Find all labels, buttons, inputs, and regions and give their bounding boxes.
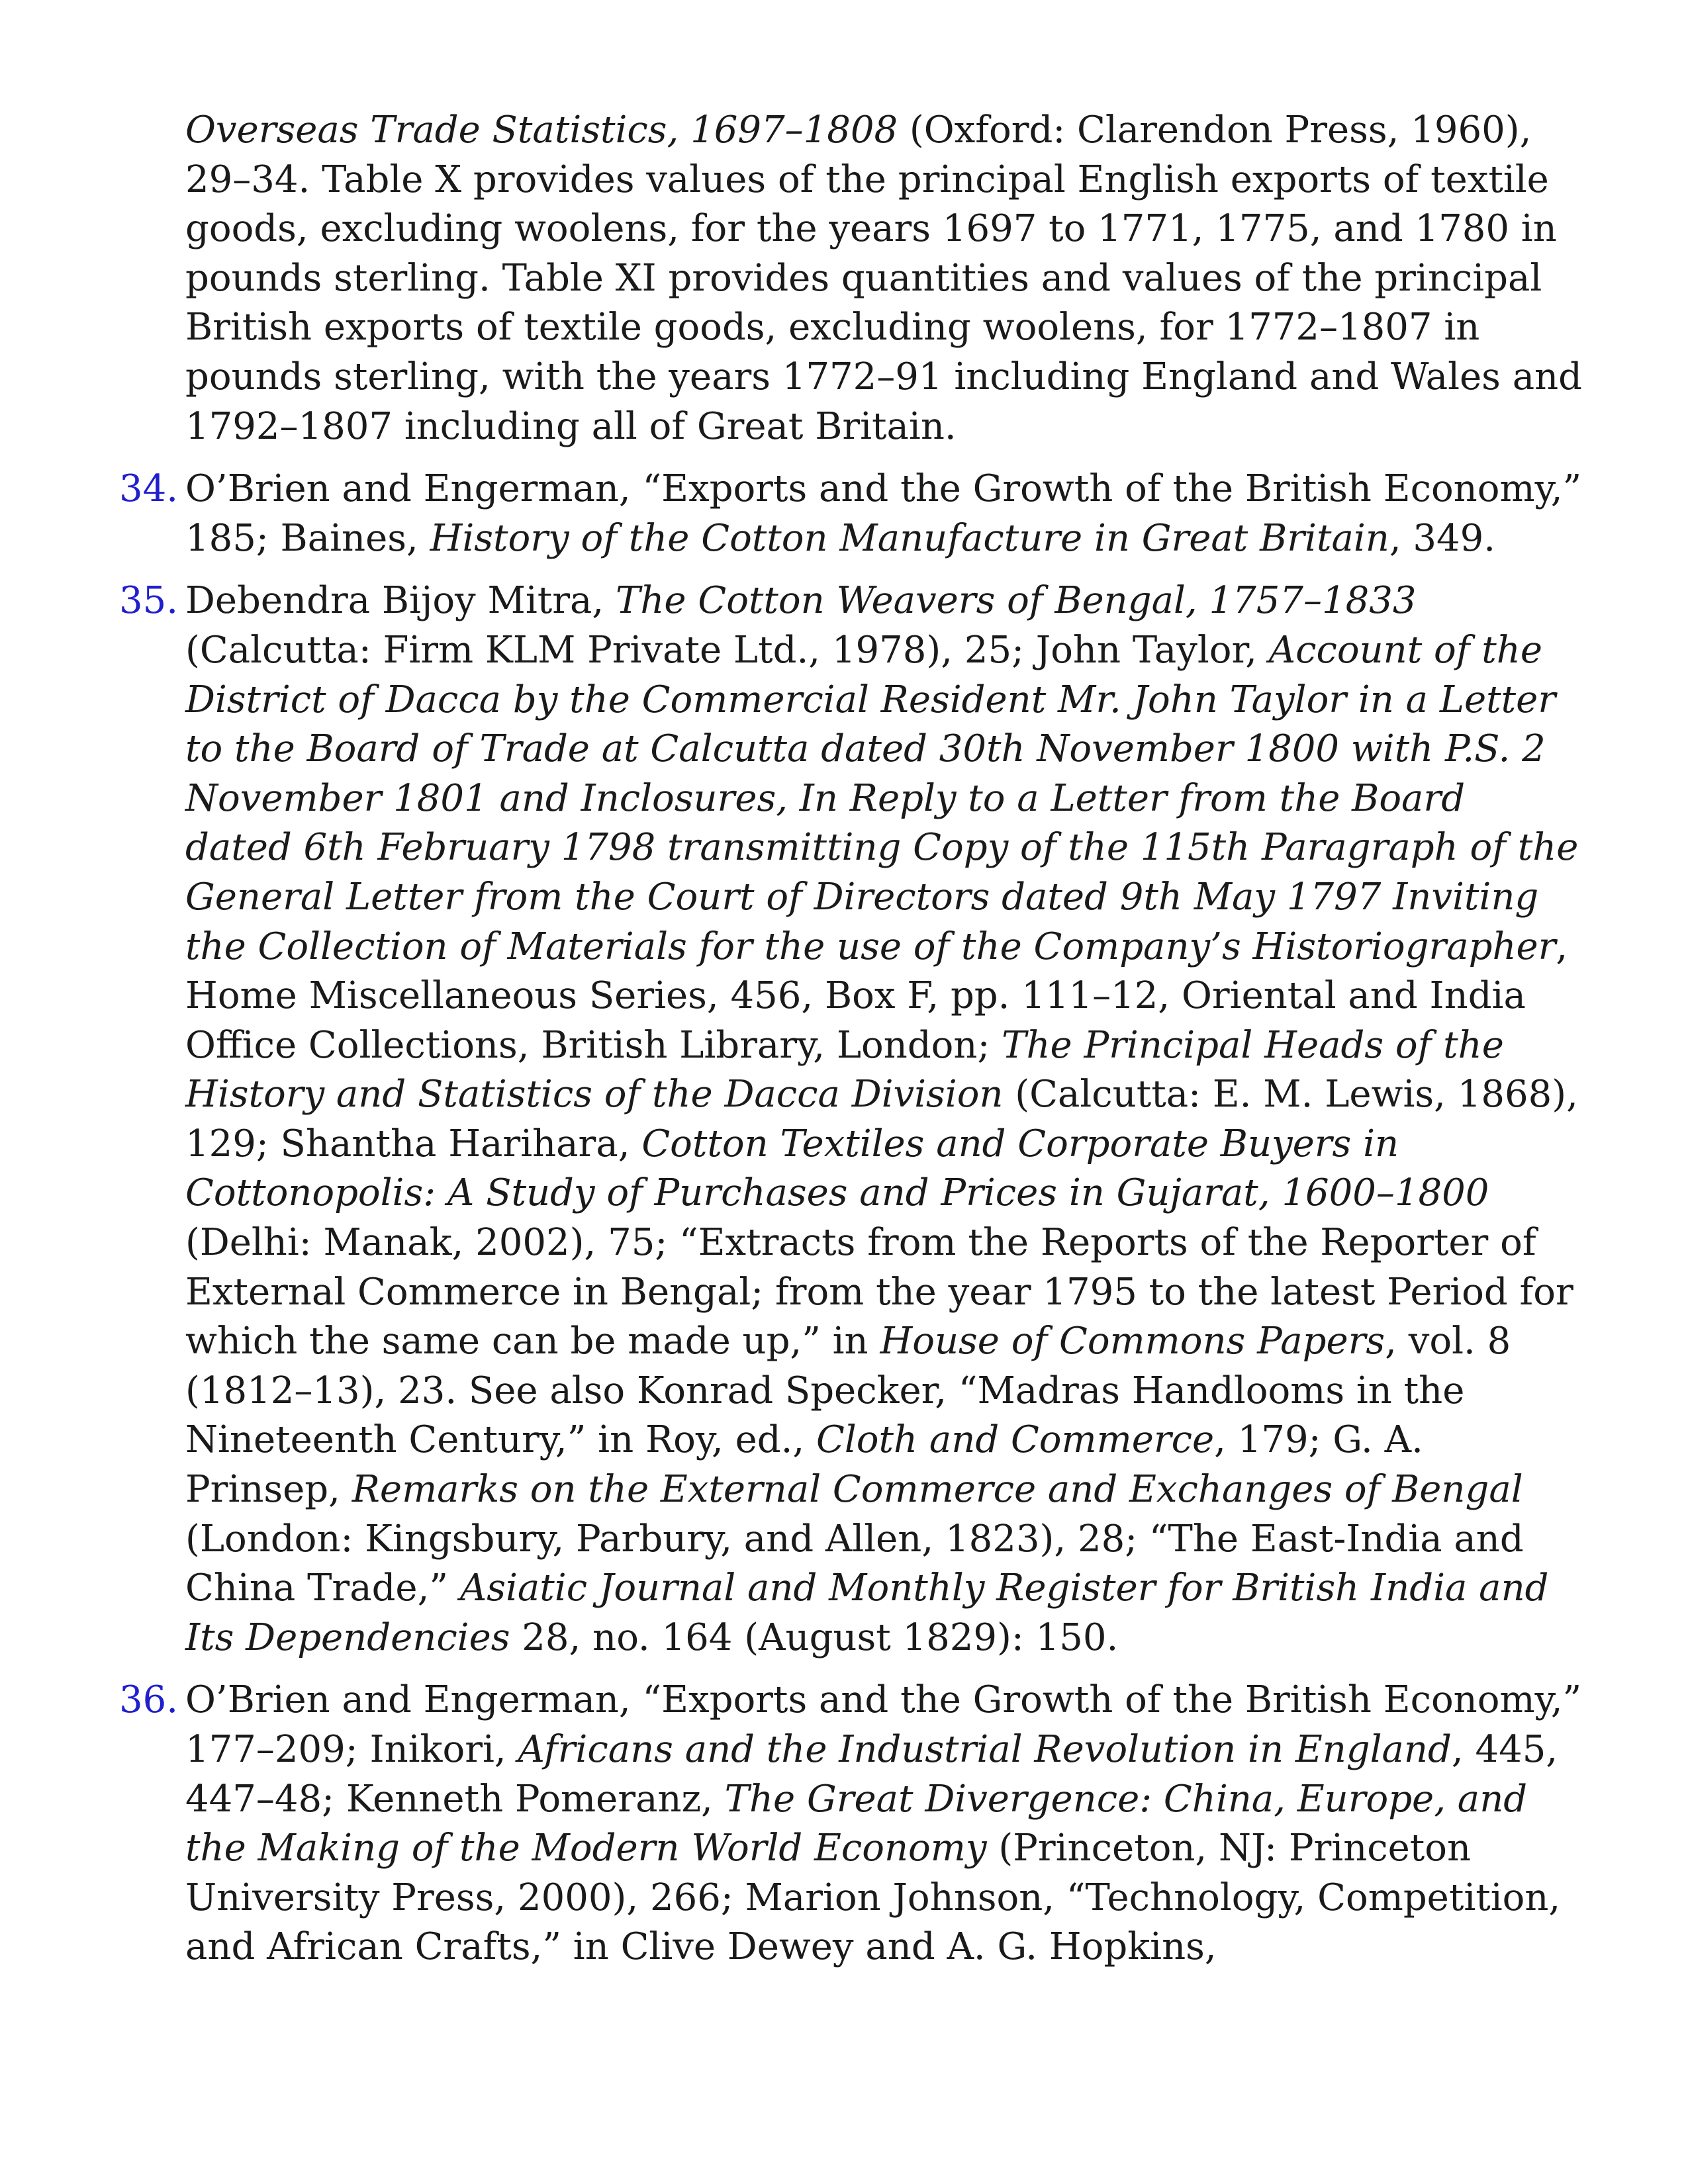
note-segment-italic: Cotton Textiles and Corporate Buyers in Cottonopolis: A Study of Purchases and Prices in Gujarat, 1600–1800 bbox=[185, 1122, 1489, 1215]
note-segment-italic: Asiatic Journal and Monthly Register for British India and Its Dependencies bbox=[185, 1567, 1549, 1659]
note-segment: (London: Kingsbury, Parbury, and Allen, 1823), 28; “The East-India and China Trade,” bbox=[185, 1517, 1524, 1610]
note-text bbox=[185, 467, 1581, 560]
note-text bbox=[185, 579, 1578, 1659]
note-segment: (Delhi: Manak, 2002), 75; “Extracts from the Reports of the Reporter of External Commerce in Bengal; from the year 1795 to the latest Period for which the same can be made up,” in bbox=[185, 1221, 1573, 1363]
note-segment-italic: Africans and the Industrial Revolution in England bbox=[518, 1728, 1452, 1771]
note-segment: Debendra Bijoy Mitra, bbox=[185, 579, 616, 623]
note-number-link[interactable]: 35. bbox=[119, 579, 179, 623]
note-number-link[interactable]: 36. bbox=[119, 1678, 179, 1722]
note-text bbox=[185, 1678, 1581, 1968]
note-segment-italic: The Principal Heads of the History and Statistics of the Dacca Division bbox=[185, 1023, 1504, 1116]
endnote-34 bbox=[119, 465, 1582, 563]
note-segment-italic: Cloth and Commerce bbox=[816, 1418, 1215, 1462]
note-segment-italic: The Cotton Weavers of Bengal, 1757–1833 bbox=[616, 579, 1417, 623]
note-segment-italic: History of the Cotton Manufacture in Great Britain bbox=[430, 516, 1389, 560]
endnotes-list bbox=[119, 106, 1582, 1985]
note-segment-italic: Account of the District of Dacca by the Commercial Resident Mr. John Taylor in a Letter to the Board of Trade at Calcutta dated 30th November 1800 with P.S. 2 November 1801 and Inclosures, In Reply to a Letter from the Board dated 6th February 1798 transmitting Copy of the 115th Paragraph of the General Letter from the Court of Directors dated 9th May 1797 Inviting the Collection of Materials for the use of the Company’s Historiographer bbox=[185, 628, 1579, 968]
note-segment: (Calcutta: Firm KLM Private Ltd., 1978), 25; John Taylor, bbox=[185, 628, 1269, 672]
note-segment-italic: House of Commons Papers bbox=[880, 1320, 1385, 1363]
note-segment: , vol. 8 (1812–13), 23. See also Konrad Specker, “Madras Handlooms in the Nineteenth Century,” in Roy, ed., bbox=[185, 1320, 1511, 1462]
note-segment: (Calcutta: E. M. Lewis, 1868), 129; Shantha Harihara, bbox=[185, 1073, 1578, 1165]
note-segment: , 349. bbox=[1389, 516, 1496, 560]
note-segment: (Princeton, NJ: Princeton University Press, 2000), 266; Marion Johnson, “Technology, Competition, and African Crafts,” in Clive Dewey and A. G. Hopkins, bbox=[185, 1827, 1561, 1969]
note-segment: , 179; G. A. Prinsep, bbox=[185, 1418, 1423, 1512]
note-segment: O’Brien and Engerman, “Exports and the Growth of the British Economy,” 177–209; Inikori, bbox=[185, 1678, 1582, 1771]
note-segment-italic: Remarks on the External Commerce and Exchanges of Bengal bbox=[352, 1468, 1523, 1512]
note-segment: , 445, 447–48; Kenneth Pomeranz, bbox=[185, 1728, 1558, 1821]
endnote-36 bbox=[119, 1676, 1582, 1972]
note-number-link[interactable]: 34. bbox=[119, 467, 179, 511]
note-segment-italic: Overseas Trade Statistics, 1697–1808 bbox=[185, 109, 898, 152]
note-segment: 28, no. 164 (August 1829): 150. bbox=[510, 1615, 1119, 1659]
endnote-35 bbox=[119, 576, 1582, 1662]
note-continuation bbox=[119, 106, 1582, 451]
note-segment-italic: The Great Divergence: China, Europe, and the Making of the Modern World Economy bbox=[185, 1777, 1528, 1870]
note-text bbox=[185, 109, 1582, 448]
note-segment: (Oxford: Clarendon Press, 1960), 29–34. Table X provides values of the principal English exports of textile goods, excluding woolens, for the years 1697 to 1771, 1775, and 1780 in pounds sterling. Table XI provides quantities and values of the principal British exports of textile goods, excluding woolens, for 1772–1807 in pounds sterling, with the years 1772–91 including England and Wales and 1792–1807 including all of Great Britain. bbox=[185, 109, 1583, 448]
note-segment: O’Brien and Engerman, “Exports and the Growth of the British Economy,” 185; Baines, bbox=[185, 467, 1582, 560]
note-segment: , Home Miscellaneous Series, 456, Box F, pp. 111–12, Oriental and India Office Collections, British Library, London; bbox=[185, 925, 1568, 1067]
